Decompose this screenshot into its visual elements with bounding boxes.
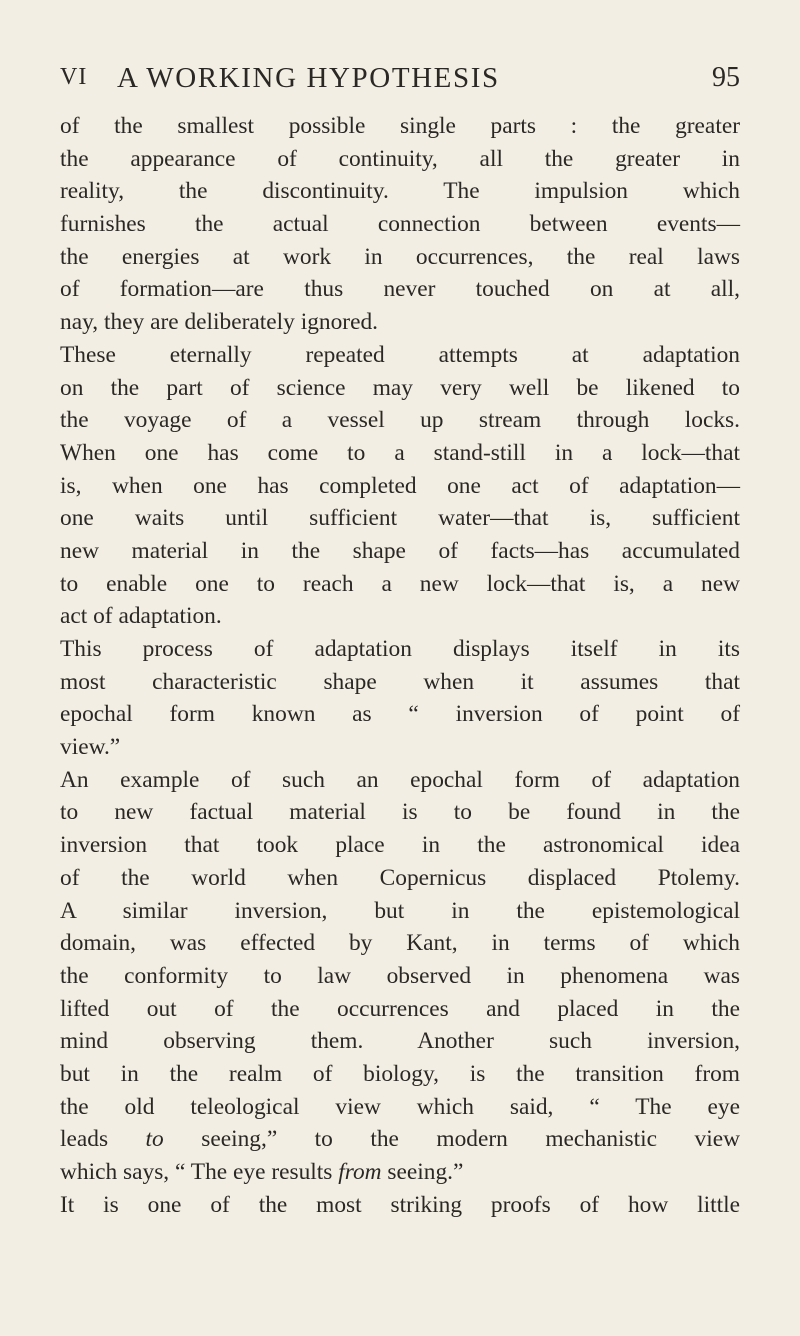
text-line: the old teleological view which said, “ The eye: [60, 1093, 740, 1120]
text-line: the conformity to law observed in phenomena was: [60, 962, 740, 989]
text-line: is, when one has completed one act of adaptation—: [60, 472, 740, 499]
text-line: of formation—are thus never touched on at all,: [60, 276, 740, 303]
text-line: view.”: [60, 734, 121, 761]
text-line: nay, they are deliberately ignored.: [60, 309, 379, 336]
running-head: [60, 64, 740, 104]
text-line: but in the realm of biology, is the transition from: [60, 1060, 740, 1087]
text-line: to new factual material is to be found in the: [60, 799, 740, 826]
text-line: which says, “ The eye results from seeing.”: [60, 1159, 464, 1185]
text-line: When one has come to a stand-still in a lock—that: [60, 439, 740, 466]
text-line: to enable one to reach a new lock—that is, a new: [60, 570, 740, 597]
text-line: of the smallest possible single parts : the greater: [60, 113, 740, 139]
body-text: [60, 110, 740, 1221]
text-line: one waits until sufficient water—that is, sufficient: [60, 505, 740, 532]
text-line: leads to seeing,” to the modern mechanistic view: [60, 1126, 740, 1153]
text-line: the energies at work in occurrences, the real laws: [60, 243, 740, 270]
text-line: domain, was effected by Kant, in terms of which: [60, 930, 740, 957]
text-line: new material in the shape of facts—has accumulated: [60, 537, 740, 564]
text-line: It is one of the most striking proofs of how little: [60, 1191, 740, 1218]
text-line: lifted out of the occurrences and placed in the: [60, 995, 740, 1022]
text-line: inversion that took place in the astronomical idea: [60, 832, 740, 859]
text-line: most characteristic shape when it assumes that: [60, 668, 740, 695]
text-line: These eternally repeated attempts at adaptation: [60, 341, 740, 368]
text-line: A similar inversion, but in the epistemological: [60, 897, 740, 924]
running-title: A WORKING HYPOTHESIS: [117, 62, 500, 94]
text-line: act of adaptation.: [60, 603, 222, 630]
text-line: reality, the discontinuity. The impulsion which: [60, 178, 740, 205]
text-line: the appearance of continuity, all the greater in: [60, 145, 740, 172]
text-line: mind observing them. Another such inversion,: [60, 1028, 740, 1055]
text-line: This process of adaptation displays itself in its: [60, 636, 740, 662]
text-line: An example of such an epochal form of adaptation: [60, 766, 740, 793]
chapter-number: VI: [60, 64, 88, 90]
text-line: of the world when Copernicus displaced Ptolemy.: [60, 864, 740, 891]
text-line: furnishes the actual connection between events—: [60, 211, 740, 238]
text-line: epochal form known as “ inversion of point of: [60, 701, 740, 728]
page-number: 95: [712, 62, 740, 93]
text-line: on the part of science may very well be likened to: [60, 374, 740, 401]
text-line: the voyage of a vessel up stream through locks.: [60, 407, 740, 434]
